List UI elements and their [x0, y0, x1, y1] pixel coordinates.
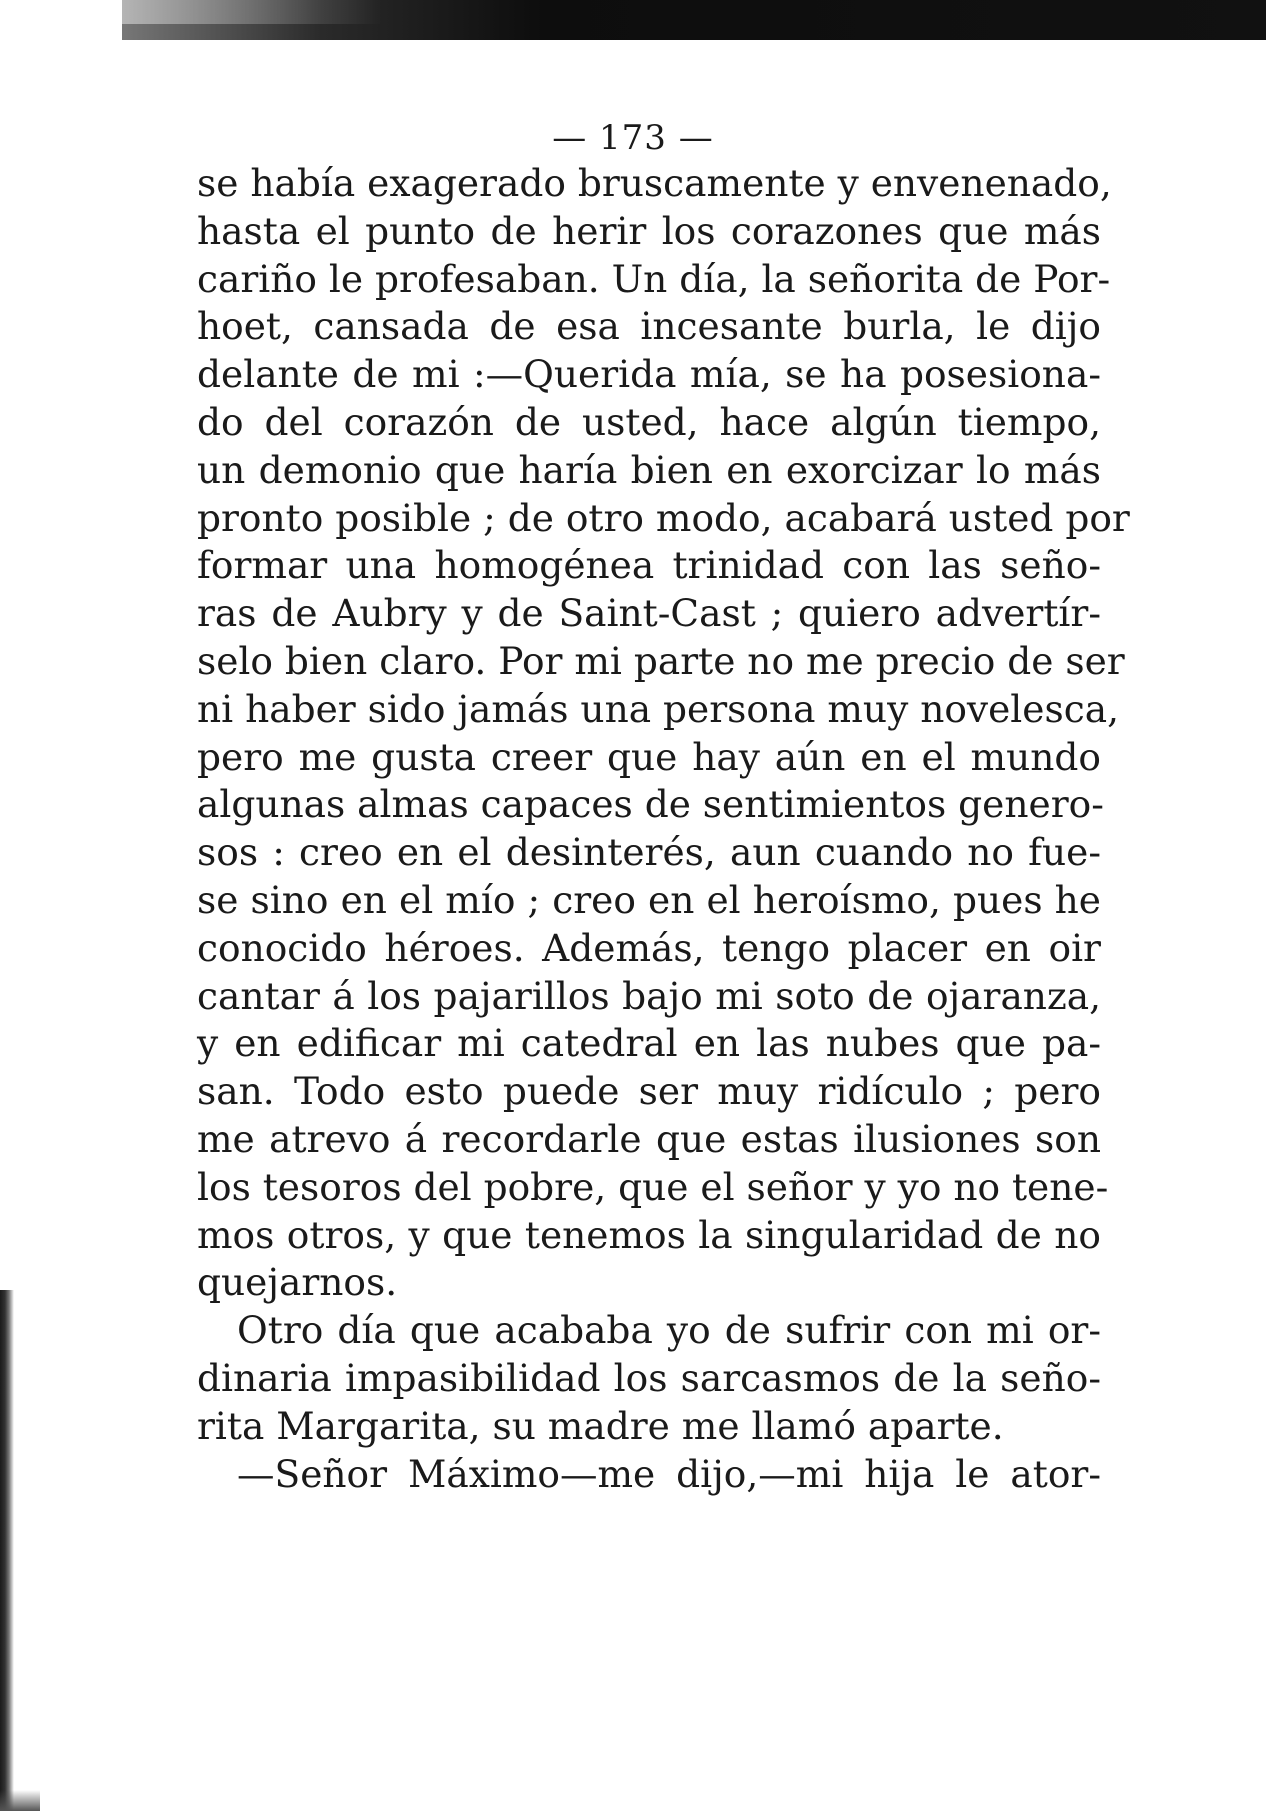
text-line: quejarnos.	[197, 1260, 398, 1305]
body-text	[197, 160, 1130, 1498]
text-line: cariño le profesaban. Un día, la señorita de Por-	[197, 256, 1111, 301]
text-line: do del corazón de usted, hace algún tiempo,	[197, 399, 1101, 444]
scan-top-border-highlight	[122, 0, 382, 24]
text-line: selo bien claro. Por mi parte no me precio de ser	[197, 638, 1125, 683]
text-line: un demonio que haría bien en exorcizar lo más	[197, 447, 1101, 492]
text-line: dinaria impasibilidad los sarcasmos de la seño-	[197, 1355, 1101, 1400]
page-number: — 173 —	[552, 118, 714, 158]
text-line: y en edificar mi catedral en las nubes que pa-	[197, 1021, 1101, 1066]
text-line: ras de Aubry y de Saint-Cast ; quiero advertír-	[197, 591, 1101, 636]
text-line: rita Margarita, su madre me llamó aparte.	[197, 1403, 1004, 1448]
text-line: formar una homogénea trinidad con las seño-	[197, 543, 1101, 588]
text-line: pronto posible ; de otro modo, acabará usted por	[197, 495, 1130, 540]
text-line: me atrevo á recordarle que estas ilusiones son	[197, 1116, 1101, 1161]
text-line: —Señor Máximo—me dijo,—mi hija le ator-	[237, 1451, 1101, 1496]
text-line: sos : creo en el desinterés, aun cuando no fue-	[197, 830, 1101, 875]
text-line: conocido héroes. Además, tengo placer en oir	[197, 925, 1101, 970]
scan-bottom-edge	[0, 1790, 40, 1811]
scan-left-edge	[0, 1290, 14, 1811]
text-line: se había exagerado bruscamente y envenenado,	[197, 161, 1112, 205]
text-line: se sino en el mío ; creo en el heroísmo, pues he	[197, 877, 1101, 922]
text-line: mos otros, y que tenemos la singularidad de no	[197, 1212, 1101, 1257]
text-line: hoet, cansada de esa incesante burla, le dijo	[197, 304, 1101, 349]
text-line: pero me gusta creer que hay aún en el mundo	[197, 734, 1101, 779]
text-line: los tesoros del pobre, que el señor y yo no tene-	[197, 1164, 1109, 1209]
text-line: ni haber sido jamás una persona muy novelesca,	[197, 686, 1120, 731]
text-line: Otro día que acababa yo de sufrir con mi or-	[237, 1308, 1101, 1353]
text-line: algunas almas capaces de sentimientos genero-	[197, 782, 1104, 827]
text-line: cantar á los pajarillos bajo mi soto de ojaranza,	[197, 973, 1101, 1018]
text-line: san. Todo esto puede ser muy ridículo ; pero	[197, 1069, 1101, 1114]
text-line: delante de mi :—Querida mía, se ha posesiona-	[197, 352, 1101, 397]
text-line: hasta el punto de herir los corazones que más	[197, 208, 1101, 253]
